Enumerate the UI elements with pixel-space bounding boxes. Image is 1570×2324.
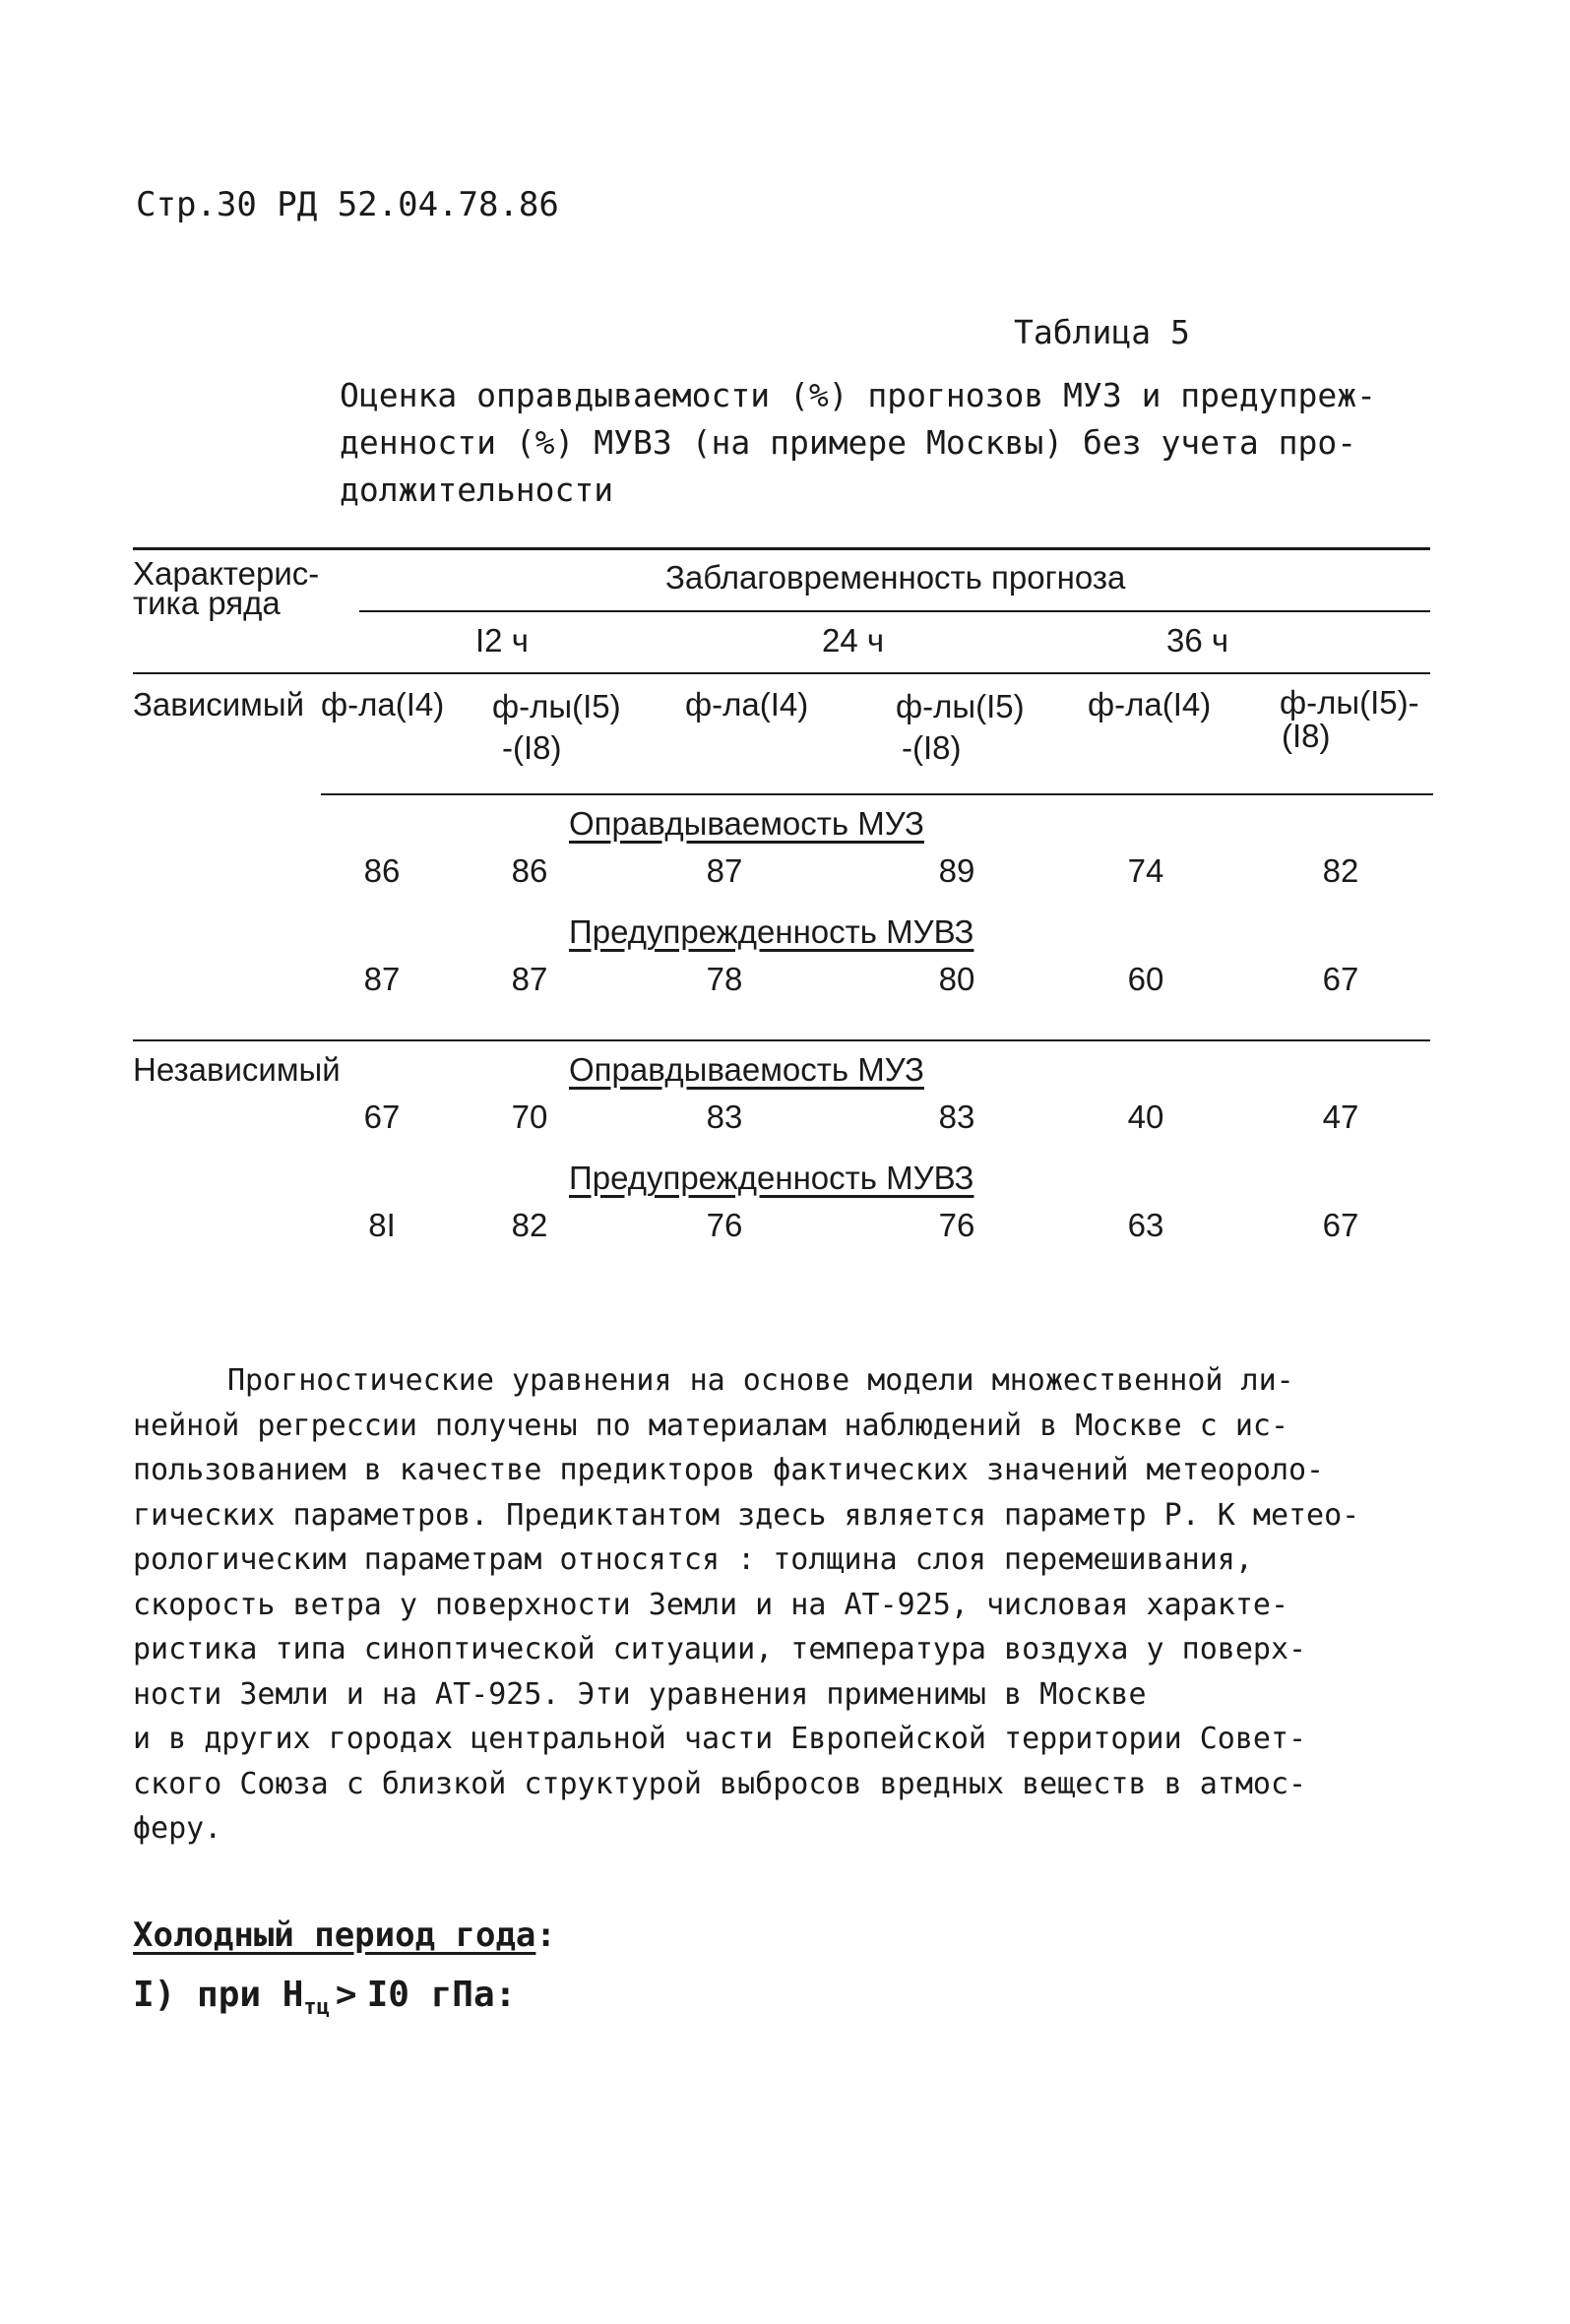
dep-just-12a: 86 <box>363 852 401 889</box>
ind-warn-36a: 63 <box>1127 1207 1164 1243</box>
series-divider-rule <box>133 1039 1430 1041</box>
formula-12-a: ф-ла(I4) <box>321 686 445 722</box>
lead-time-12: I2 ч <box>475 622 529 659</box>
body-line: Прогностические уравнения на основе модели множественной ли- <box>227 1363 1294 1398</box>
dep-warn-36b: 67 <box>1322 961 1359 997</box>
row-header-line-1: Характерис- <box>133 555 320 592</box>
cold-period-colon: : <box>535 1916 556 1955</box>
table-caption-line-1: Оценка оправдываемости (%) прогнозов МУЗ и предупреж- <box>340 376 1376 414</box>
formula-36-a: ф-ла(I4) <box>1088 686 1212 722</box>
ind-warn-24b: 76 <box>938 1207 975 1243</box>
row-header-line-2: тика ряда <box>133 585 281 621</box>
body-line: ского Союза с близкой структурой выбросов вредных веществ в атмос- <box>133 1766 1307 1801</box>
table-caption-line-2: денности (%) МУВЗ (на примере Москвы) без учета про- <box>340 423 1357 462</box>
formula-12-b: ф-лы(I5) -(I8) <box>492 688 621 766</box>
lead-time-36: 36 ч <box>1166 622 1229 659</box>
independent-warning-title: Предупрежденность МУВЗ <box>569 1160 974 1196</box>
table-top-rule <box>133 547 1430 550</box>
independent-justification-title: Оправдываемость МУЗ <box>569 1051 924 1088</box>
ind-warn-12b: 82 <box>511 1207 548 1243</box>
body-line: рологическим параметрам относятся : толщина слоя перемешивания, <box>133 1542 1253 1577</box>
dep-warn-36a: 60 <box>1127 961 1164 997</box>
lead-time-rule <box>359 610 1430 612</box>
dep-just-24a: 87 <box>706 852 743 889</box>
body-line: пользованием в качестве предикторов фактических значений метеороло- <box>133 1453 1325 1487</box>
body-line: гических параметров. Предиктантом здесь является параметр Р. К метео- <box>133 1497 1360 1533</box>
row-header <box>133 555 320 621</box>
ind-just-12a: 67 <box>363 1099 401 1135</box>
ind-just-24a: 83 <box>706 1099 743 1135</box>
condition-value: I0 гПа: <box>366 1975 517 2015</box>
cold-period-title: Холодный период года <box>133 1916 536 1955</box>
dep-warn-24a: 78 <box>706 961 743 997</box>
dep-warn-12b: 87 <box>511 961 548 997</box>
body-line: ности Земли и на АТ-925. Эти уравнения применимы в Москве <box>133 1676 1147 1712</box>
ind-just-36b: 47 <box>1322 1099 1359 1135</box>
cold-period-heading <box>133 1916 556 1955</box>
condition-line <box>133 1975 516 2020</box>
ind-warn-36b: 67 <box>1322 1207 1359 1243</box>
ind-just-36a: 40 <box>1127 1099 1164 1135</box>
body-line: скорость ветра у поверхности Земли и на АТ-925, числовая характе- <box>133 1587 1288 1622</box>
condition-operator: > <box>335 1975 357 2015</box>
table-label: Таблица 5 <box>1014 313 1190 351</box>
formula-36-b: ф-лы(I5)- (I8) <box>1280 684 1419 754</box>
dep-just-36a: 74 <box>1127 852 1164 889</box>
body-line: ристика типа синоптической ситуации, температура воздуха у поверх- <box>133 1632 1307 1666</box>
ind-just-12b: 70 <box>511 1099 548 1135</box>
body-line: феру. <box>133 1811 222 1846</box>
body-line: и в других городах центральной части Европейской территории Совет- <box>133 1722 1307 1756</box>
formula-24-a: ф-ла(I4) <box>685 686 809 722</box>
dependent-label: Зависимый <box>133 686 305 722</box>
ind-warn-24a: 76 <box>706 1207 743 1243</box>
condition-prefix: I) при Н <box>133 1975 304 2015</box>
dep-just-12b: 86 <box>511 852 548 889</box>
ind-warn-12a: 8I <box>368 1207 396 1243</box>
lead-time-24: 24 ч <box>822 622 885 659</box>
ind-just-24b: 83 <box>938 1099 975 1135</box>
dep-just-36b: 82 <box>1322 852 1359 889</box>
condition-subscript: тц <box>303 1995 330 2021</box>
dep-just-24b: 89 <box>938 852 975 889</box>
dependent-formula-rule <box>321 793 1433 795</box>
header-bottom-rule <box>133 672 1430 674</box>
independent-label: Независимый <box>133 1051 341 1088</box>
body-paragraph <box>133 1358 1359 1852</box>
dep-warn-12a: 87 <box>363 961 401 997</box>
lead-time-header: Заблаговременность прогноза <box>665 559 1126 596</box>
table-caption-line-3: должительности <box>340 471 614 509</box>
dep-warn-24b: 80 <box>938 961 975 997</box>
page-reference: Стр.30 РД 52.04.78.86 <box>136 185 559 224</box>
formula-24-b: ф-лы(I5) -(I8) <box>896 688 1025 766</box>
dependent-justification-title: Оправдываемость МУЗ <box>569 805 924 842</box>
dependent-warning-title: Предупрежденность МУВЗ <box>569 913 974 950</box>
body-line: нейной регрессии получены по материалам наблюдений в Москве с ис- <box>133 1408 1288 1443</box>
